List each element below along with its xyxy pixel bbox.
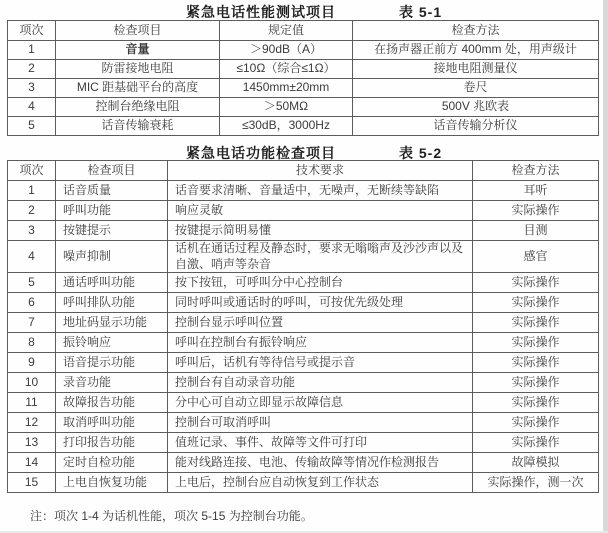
table-cell: 卷尺 (353, 79, 599, 98)
table-cell: ≤30dB，3000Hz (220, 117, 353, 136)
table-row (8, 313, 599, 333)
table-cell: 定时自检功能 (56, 453, 168, 473)
table-cell: 话音传输分析仪 (353, 117, 599, 136)
table-cell: 13 (8, 433, 56, 453)
table1-title: 紧急电话性能测试项目 (186, 4, 336, 20)
table-cell: 10 (8, 373, 56, 393)
table1-title-row (0, 2, 608, 20)
table-header-row (8, 21, 599, 41)
table-cell: 上电自恢复功能 (56, 473, 168, 493)
table-row (8, 333, 599, 353)
table-cell: 2 (8, 201, 56, 221)
table-cell: 接地电阻测量仪 (353, 60, 599, 79)
table-cell: 实际操作 (473, 373, 599, 393)
table-cell: 4 (8, 98, 56, 117)
table-cell: 实际操作 (473, 333, 599, 353)
table-cell: 实际操作 (473, 273, 599, 293)
table-cell: 实际操作，测一次 (473, 473, 599, 493)
table-cell: 2 (8, 60, 56, 79)
table1-number: 表 5-1 (399, 4, 443, 20)
table-cell: 目测 (473, 221, 599, 241)
table-cell: 5 (8, 273, 56, 293)
table2-title-row (0, 143, 608, 161)
table-cell: 4 (8, 241, 56, 273)
table-cell: 在扬声器正前方 400mm 处，用声级计 (353, 41, 599, 60)
table-cell: 音量 (56, 41, 220, 60)
performance-test-table-body (8, 41, 599, 136)
table-cell: 控制台显示呼叫位置 (168, 313, 473, 333)
table-cell: ≤10Ω（综合≤1Ω） (220, 60, 353, 79)
table-cell: 话音传输衰耗 (56, 117, 220, 136)
table-cell: 语音提示功能 (56, 353, 168, 373)
table-row (8, 473, 599, 493)
column-header-check-item: 检查项目 (56, 161, 168, 181)
table-row (8, 98, 599, 117)
table-row (8, 453, 599, 473)
table-cell: 15 (8, 473, 56, 493)
table-cell: 按键提示简明易懂 (168, 221, 473, 241)
table-cell: 噪声抑制 (56, 241, 168, 273)
table-cell: 14 (8, 453, 56, 473)
table-cell: 呼叫排队功能 (56, 293, 168, 313)
table2-number: 表 5-2 (399, 145, 443, 161)
table-row (8, 353, 599, 373)
table2-title: 紧急电话功能检查项目 (186, 145, 336, 161)
table-cell: 实际操作 (473, 413, 599, 433)
table-cell: 打印报告功能 (56, 433, 168, 453)
table-row (8, 273, 599, 293)
column-header-check-method: 检查方法 (353, 21, 599, 41)
table-cell: 控制台绝缘电阻 (56, 98, 220, 117)
table-cell: 6 (8, 293, 56, 313)
table-cell: 实际操作 (473, 201, 599, 221)
table-row (8, 241, 599, 273)
table-cell: 按键提示 (56, 221, 168, 241)
table-cell: 1450mm±20mm (220, 79, 353, 98)
table-cell: 呼叫后，话机有等待信号或提示音 (168, 353, 473, 373)
table-cell: 呼叫功能 (56, 201, 168, 221)
column-header-check-method: 检查方法 (473, 161, 599, 181)
table-cell: 11 (8, 393, 56, 413)
table-cell: 5 (8, 117, 56, 136)
table-cell: 耳听 (473, 181, 599, 201)
table-cell: 能对线路连接、电池、传输故障等情况作检测报告 (168, 453, 473, 473)
table-cell: ＞50MΩ (220, 98, 353, 117)
column-header-check-item: 检查项目 (56, 21, 220, 41)
table-row (8, 393, 599, 413)
table-cell: 12 (8, 413, 56, 433)
table-cell: 9 (8, 353, 56, 373)
table-cell: 1 (8, 181, 56, 201)
table-row (8, 181, 599, 201)
table-row (8, 60, 599, 79)
table-cell: 控制台可取消呼叫 (168, 413, 473, 433)
table-cell: 实际操作 (473, 313, 599, 333)
function-check-table (7, 160, 599, 493)
table-cell: 话音质量 (56, 181, 168, 201)
column-header-item-no: 项次 (8, 161, 56, 181)
table-cell: 分中心可自动立即显示故障信息 (168, 393, 473, 413)
table-header-row (8, 161, 599, 181)
table-cell: 呼叫在控制台有振铃响应 (168, 333, 473, 353)
table-row (8, 117, 599, 136)
table-cell: 振铃响应 (56, 333, 168, 353)
table-cell: 响应灵敏 (168, 201, 473, 221)
table-cell: 8 (8, 333, 56, 353)
column-header-item-no: 项次 (8, 21, 56, 41)
table-cell: 故障模拟 (473, 453, 599, 473)
table-cell: 实际操作 (473, 353, 599, 373)
table-cell: 防雷接地电阻 (56, 60, 220, 79)
footnote: 注：项次 1-4 为话机性能，项次 5-15 为控制台功能。 (30, 509, 313, 523)
table-row (8, 221, 599, 241)
table-cell: 实际操作 (473, 393, 599, 413)
table-cell: 实际操作 (473, 293, 599, 313)
table-row (8, 373, 599, 393)
column-header-specified-value: 规定值 (220, 21, 353, 41)
table-cell: 500V 兆欧表 (353, 98, 599, 117)
table-cell: ＞90dB（A） (220, 41, 353, 60)
table-cell: MIC 距基础平台的高度 (56, 79, 220, 98)
table-cell: 感官 (473, 241, 599, 273)
table-cell: 值班记录、事件、故障等文件可打印 (168, 433, 473, 453)
table-cell: 录音功能 (56, 373, 168, 393)
performance-test-table (7, 20, 599, 136)
table-cell: 1 (8, 41, 56, 60)
table-cell: 控制台有自动录音功能 (168, 373, 473, 393)
table-cell: 同时呼叫或通话时的呼叫，可按优先级处理 (168, 293, 473, 313)
table-cell: 7 (8, 313, 56, 333)
table-cell: 话机在通话过程及静态时，要求无嗡嗡声及沙沙声以及自激、哨声等杂音 (168, 241, 473, 273)
table-cell: 上电后，控制台应自动恢复到工作状态 (168, 473, 473, 493)
table-cell: 故障报告功能 (56, 393, 168, 413)
table-row (8, 41, 599, 60)
table-row (8, 293, 599, 313)
table-cell: 3 (8, 79, 56, 98)
table-row (8, 433, 599, 453)
table-cell: 按下按钮，可呼叫分中心控制台 (168, 273, 473, 293)
table-cell: 地址码显示功能 (56, 313, 168, 333)
page-edge (603, 0, 608, 533)
table-row (8, 413, 599, 433)
table-cell: 通话呼叫功能 (56, 273, 168, 293)
table-cell: 话音要求清晰、音量适中，无噪声，无断续等缺陷 (168, 181, 473, 201)
table-row (8, 79, 599, 98)
table-row (8, 201, 599, 221)
column-header-tech-requirement: 技术要求 (168, 161, 473, 181)
table-cell: 3 (8, 221, 56, 241)
table-cell: 取消呼叫功能 (56, 413, 168, 433)
table-cell: 实际操作 (473, 433, 599, 453)
function-check-table-body (8, 181, 599, 493)
